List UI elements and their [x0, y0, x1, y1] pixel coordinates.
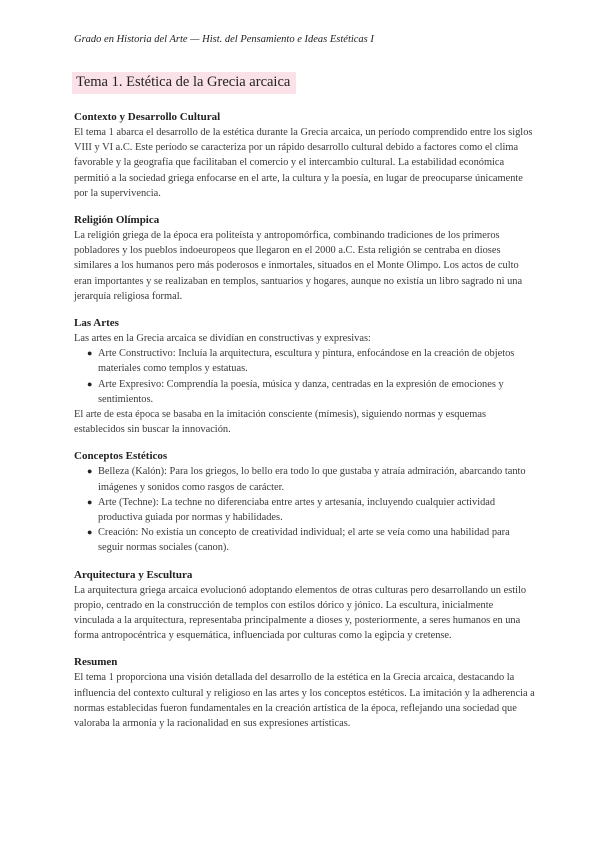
page-header: Grado en Historia del Arte — Hist. del Pensamiento e Ideas Estéticas I: [74, 34, 374, 45]
bullet-icon: ●: [87, 378, 93, 389]
paragraph: Las artes en la Grecia arcaica se dividían en constructivas y expresivas:: [74, 333, 371, 345]
bullet-list: [74, 346, 536, 407]
list-item: ● Belleza (Kalón): Para los griegos, lo bello era todo lo que gustaba y atraía admiración, abarcando tanto imágenes y sonidos como rasgos de carácter.: [87, 466, 526, 493]
paragraph: El arte de esta época se basaba en la imitación consciente (mímesis), siguiendo normas y esquemas establecidos sin buscar la innovación.: [74, 409, 487, 436]
section-heading: Religión Olímpica: [74, 214, 160, 227]
section-conceptos: [74, 449, 536, 555]
list-item: ● Arte Constructivo: Incluía la arquitectura, escultura y pintura, enfocándose en la creación de objetos materiales como templos y estatuas.: [87, 348, 515, 375]
bullet-icon: ●: [87, 527, 93, 538]
paragraph: El tema 1 abarca el desarrollo de la estética durante la Grecia arcaica, un período comprendido entre los siglos VIII y VI a.C. Este período se caracteriza por un rápido desarrollo cultural debido a factores como el clima favorable y la geografía que facilitaban el comercio y el intercambio cultural. La estabilidad económica permitió a la sociedad griega enfocarse en el arte, la cultura y la poesía, en lugar de preocuparse únicamente por la supervivencia.: [74, 127, 533, 199]
list-item: ● Creación: No existía un concepto de creatividad individual; el arte se veía como una habilidad para seguir normas sociales (canon).: [87, 527, 510, 554]
bullet-icon: ●: [87, 496, 93, 507]
paragraph: La arquitectura griega arcaica evolucionó adoptando elementos de otras culturas pero desarrollando un estilo propio, centrado en la construcción de templos con estilos dórico y jónico. La escultura, inicialmente vinculada a la arquitectura, representaba principalmente a dioses y, posteriormente, a seres humanos en una forma antropocéntrica y esquemática, influenciada por culturas como la egipcia y cretense.: [74, 584, 527, 642]
section-contexto: [74, 110, 536, 201]
section-heading: Las Artes: [74, 317, 119, 330]
section-arquitectura: [74, 568, 536, 644]
section-resumen: [74, 655, 536, 731]
section-heading: Contexto y Desarrollo Cultural: [74, 111, 221, 123]
paragraph: La religión griega de la época era politeísta y antropomórfica, combinando tradiciones de los primeros pobladores y los pueblos indoeuropeos que llegaron en el 2000 a.C. Esta religión se centraba en dioses similares a los humanos pero más poderosos e inmortales, situados en el Monte Olimpo. Los actos de culto eran importantes y se realizaban en templos, santuarios y hogares, aunque no existía un libro sagrado ni una jerarquía religiosa formal.: [74, 230, 523, 302]
section-religion: [74, 213, 536, 304]
section-heading: Arquitectura y Escultura: [74, 568, 193, 581]
section-heading: Resumen: [74, 656, 118, 669]
list-item: ● Arte (Techne): La techne no diferenciaba entre artes y artesanía, incluyendo cualquier actividad productiva guiada por normas y habilidades.: [87, 496, 496, 524]
list-item: ● Arte Expresivo: Comprendía la poesía, música y danza, centradas en la expresión de emociones y sentimientos.: [87, 378, 504, 405]
section-heading: Conceptos Estéticos: [74, 450, 168, 463]
paragraph: El tema 1 proporciona una visión detallada del desarrollo de la estética en la Grecia arcaica, destacando la influencia del contexto cultural y religioso en las artes y los conceptos estéticos. La imitación y la adherencia a normas establecidas fueron fundamentales en la creación artística de la época, reflejando una sociedad que valoraba la armonía y la racionalidad en sus expresiones artísticas.: [74, 672, 535, 730]
bullet-icon: ●: [87, 348, 93, 359]
bullet-list: [74, 464, 536, 555]
page-title: Tema 1. Estética de la Grecia arcaica: [72, 72, 296, 94]
section-artes: [74, 316, 536, 437]
bullet-icon: ●: [87, 466, 93, 477]
document-body: [74, 106, 536, 743]
